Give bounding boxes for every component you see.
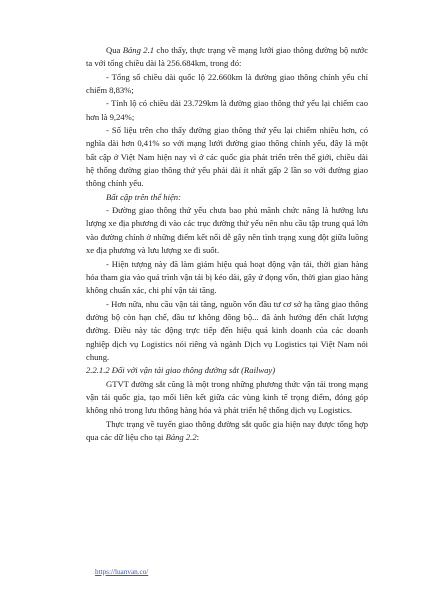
paragraph-shortcoming-3: - Hơn nữa, nhu cầu vận tải tăng, nguồn vốn đầu tư cơ sở hạ tầng giao thông đường bộ còn hạn chế, đầu tư không đồng bộ... đã ảnh hưởng đến chất lượng đường. Điều này tác động trực tiếp đến hiệu quả kinh doanh của các doanh nghiệp dịch vụ Logistics nói riêng và ngành Dịch vụ Logistics tại Việt Nam nói chung. [86,298,368,362]
table-reference: Bảng 2.1 [122,45,155,55]
text: cho thấy, thực trạng về mạng lưới giao thông đường bộ nước ta với tổng chiều dài là 256.684km, trong đó: [86,45,369,69]
footer-link[interactable]: https://luanvan.co/ [95,568,149,576]
paragraph-provincial-roads: - Tỉnh lộ có chiều dài 23.729km là đường giao thông thứ yếu lại chiếm cao hơn là 9,24%; [86,98,368,122]
paragraph-national-roads: - Tổng số chiều dài quốc lộ 22.660km là đường giao thông chính yếu chỉ chiếm 8,83%; [86,71,368,96]
document-body [86,44,368,444]
table-reference: Bảng 2.2 [165,431,197,442]
paragraph-railway: GTVT đường sắt cũng là một trong những phương thức vận tải trong mạng vận tải quốc gia, tạo mối liên kết giữa các vùng kinh tế trọng điểm, đóng góp không nhỏ trong lưu thông hàng hóa và phát triển hệ thống dịch vụ Logistics. [86,378,368,416]
paragraph-analysis: - Số liệu trên cho thấy đường giao thông thứ yếu lại chiếm nhiều hơn, có nghĩa dài hơn 0,41% so với mạng lưới đường giao thông chính yếu, đây là một bất cập ở Việt Nam hiện nay vì ở các quốc gia phát triển trên thế giới, chiều dài hệ thống đường giao thông thứ yếu phải dài ít nhất gấp 2 lần so với đường giao thông chính yếu. [86,125,368,189]
paragraph-bang-2-1 [86,44,368,71]
paragraph-shortcoming-2: - Hiện tượng này đã làm giảm hiệu quả hoạt động vận tải, thời gian hàng hóa tham gia vào quá trình vận tải bị kéo dài, gây ứ đọng vốn, thời gian giao hàng không chuẩn xác, chi phí vận tải tăng. [86,258,368,296]
paragraph-shortcoming-1: - Đường giao thông thứ yếu chưa bao phủ mãnh chức năng là hướng lưu lượng xe địa phương đi vào các trục đường thứ yếu nên nhu cầu tập trung quá lớn vào đường chính ở những điểm kết nối dễ gây nên tình trạng xung đột giữa luồng xe địa phương và lưu lượng xe đi suốt. [86,205,368,256]
paragraph-bang-2-2 [86,418,368,445]
subheading-shortcomings: Bất cập trên thể hiện: [106,191,181,202]
text: Qua [106,45,123,55]
section-heading-railway: 2.2.1.2 Đối với vận tải giao thông đường sắt (Railway) [86,365,276,376]
text: Thực trạng về tuyến giao thông đường sắt quốc gia hiện nay được tổng hợp qua các dữ liệu cho tại [86,418,368,442]
text: : [196,431,200,442]
